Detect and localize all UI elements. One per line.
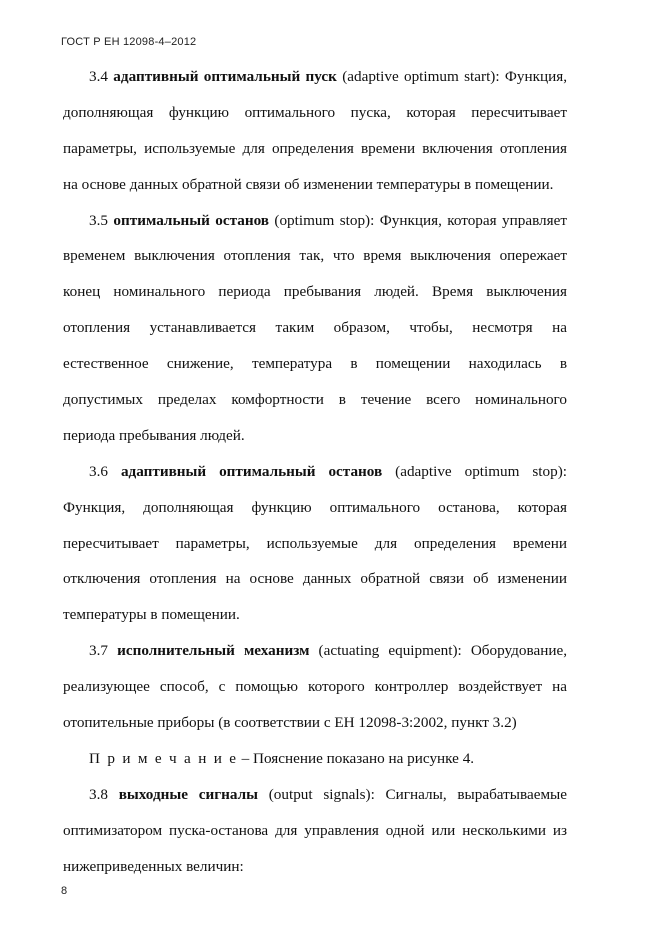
text-line: отопительные приборы (в соответствии с ЕН 12098-3:2002, пункт 3.2): [63, 714, 517, 732]
text-line: оптимизатором пуска-останова для управления одной или несколькими из: [63, 821, 567, 839]
text-line: временем выключения отопления так, что время выключения опережает: [63, 247, 567, 265]
text-line: 3.5 оптимальный останов (optimum stop): Функция, которая управляет: [89, 211, 567, 229]
page-number: 8: [61, 885, 68, 897]
text-line: параметры, используемые для определения времени включения отопления: [63, 139, 567, 157]
text-line: Функция, дополняющая функцию оптимального останова, которая: [63, 498, 567, 516]
text-line: периода пребывания людей.: [63, 426, 245, 444]
text-line: нижеприведенных величин:: [63, 857, 244, 875]
text-line: на основе данных обратной связи об изменении температуры в помещении.: [63, 175, 554, 193]
clause-3-5: [63, 203, 567, 454]
term: адаптивный оптимальный пуск: [113, 68, 337, 85]
text-line: естественное снижение, температура в помещении находилась в: [63, 355, 567, 373]
text-line: дополняющая функцию оптимального пуска, которая пересчитывает: [63, 103, 567, 121]
clause-3-8: [63, 777, 567, 885]
text-line: температуры в помещении.: [63, 606, 240, 624]
text-line: 3.8 выходные сигналы (output signals): Сигналы, вырабатываемые: [89, 785, 567, 803]
clause-3-4: [63, 59, 567, 203]
text-line: [63, 741, 567, 777]
document-body: [63, 59, 567, 884]
text-line: конец номинального периода пребывания людей. Время выключения: [63, 283, 567, 301]
term: адаптивный оптимальный останов: [120, 462, 383, 480]
note-text: – Пояснение показано на рисунке 4.: [237, 749, 475, 767]
text-line: реализующее способ, с помощью которого контроллер воздействует на: [63, 678, 567, 696]
note: [63, 741, 567, 777]
text-line: пересчитывает параметры, используемые для определения времени: [63, 534, 567, 552]
text-line: отопления устанавливается таким образом, чтобы, несмотря на: [63, 319, 567, 337]
document-header: ГОСТ Р ЕН 12098-4–2012: [61, 36, 197, 48]
term: исполнительный механизм: [117, 642, 310, 660]
text-line: 3.6 адаптивный оптимальный останов (adaptive optimum stop):: [89, 462, 567, 480]
clause-3-7: [63, 633, 567, 741]
text-line: допустимых пределах комфортности в течение всего номинального: [63, 391, 567, 409]
text-line: 3.4 адаптивный оптимальный пуск (adaptive optimum start): Функция,: [89, 68, 567, 85]
text-line: отключения отопления на основе данных обратной связи об изменении: [63, 570, 567, 588]
note-label: П р и м е ч а н и е: [89, 749, 238, 767]
clause-3-6: [63, 454, 567, 633]
term: оптимальный останов: [113, 211, 269, 229]
text-line: 3.7 исполнительный механизм (actuating equipment): Оборудование,: [89, 642, 567, 660]
term: выходные сигналы: [118, 785, 258, 803]
